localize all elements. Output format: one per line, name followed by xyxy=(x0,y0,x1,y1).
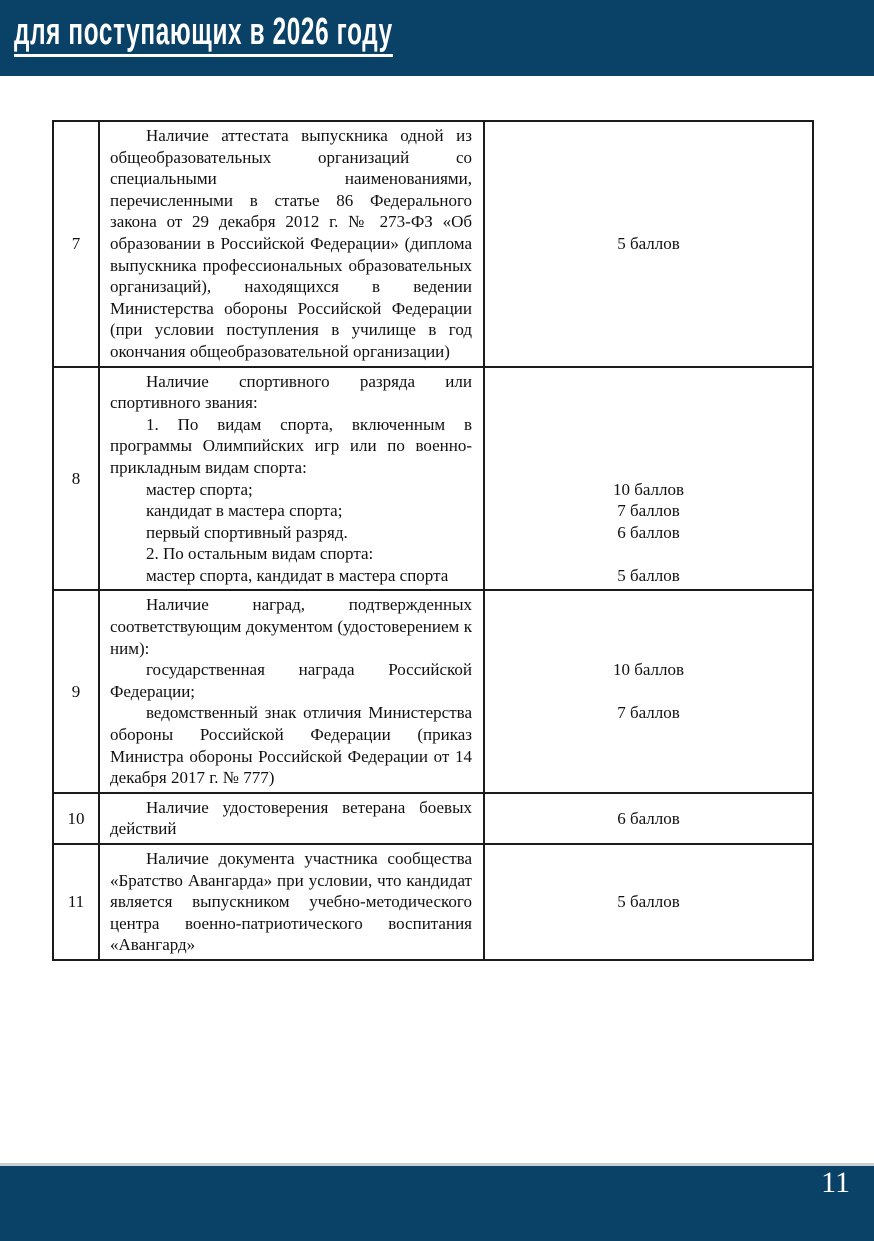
criterion-segment xyxy=(100,702,812,788)
criterion-segment xyxy=(100,125,812,363)
criterion-segment xyxy=(100,500,812,522)
table-row xyxy=(54,845,812,959)
row-content-cell xyxy=(100,845,812,959)
criterion-text: первый спортивный разряд. xyxy=(146,522,348,542)
header-banner xyxy=(0,0,874,76)
row-number: 11 xyxy=(54,845,100,959)
criterion-text: мастер спорта, кандидат в мастера спорта xyxy=(146,565,449,585)
row-content-cell xyxy=(100,122,812,366)
table-row xyxy=(54,122,812,368)
criterion-text: Наличие спортивного разряда или спортивного звания: xyxy=(110,371,472,413)
criterion-text: государственная награда Российской Федерации; xyxy=(110,660,472,701)
row-content-cell xyxy=(100,794,812,843)
points-value: 6 баллов xyxy=(617,808,680,828)
points-value: 5 баллов xyxy=(617,892,680,912)
points-value: 10 баллов xyxy=(612,660,685,680)
points-value: 7 баллов xyxy=(617,501,680,521)
criterion-segment xyxy=(100,371,812,414)
table-row xyxy=(54,794,812,845)
table-row xyxy=(54,368,812,592)
points-value: 5 баллов xyxy=(617,233,680,253)
row-number: 9 xyxy=(54,591,100,791)
row-number: 8 xyxy=(54,368,100,590)
criterion-segment xyxy=(100,565,812,587)
criterion-segment xyxy=(100,414,812,479)
criterion-segment xyxy=(100,594,812,659)
criterion-segment xyxy=(100,479,812,501)
criterion-segment xyxy=(100,543,812,565)
points-value: 6 баллов xyxy=(617,522,680,542)
criterion-segment xyxy=(100,659,812,702)
criterion-text: Наличие наград, подтвержденных соответствующим документом (удостоверением к ним): xyxy=(110,595,472,658)
criterion-text: кандидат в мастера спорта; xyxy=(146,501,343,521)
criterion-segment xyxy=(100,848,812,956)
page-number: 11 xyxy=(821,1166,850,1199)
row-content-cell xyxy=(100,368,812,590)
criterion-text: мастер спорта; xyxy=(146,479,253,499)
criterion-text: 2. По остальным видам спорта: xyxy=(146,544,374,564)
points-value: 10 баллов xyxy=(612,479,685,499)
points-value: 7 баллов xyxy=(617,703,680,723)
criterion-text: Наличие удостоверения ветерана боевых действий xyxy=(110,797,472,839)
points-table xyxy=(52,120,814,961)
table-row xyxy=(54,591,812,793)
row-number: 10 xyxy=(54,794,100,843)
criterion-text: ведомственный знак отличия Министерства обороны Российской Федерации (приказ Министра обороны Российской Федерации от 14 декабря 2017 г. № 777) xyxy=(110,703,472,788)
criterion-segment xyxy=(100,797,812,840)
criterion-text: 1. По видам спорта, включенным в программы Олимпийских игр или по военно-прикладным видам спорта: xyxy=(110,414,472,477)
points-value: 5 баллов xyxy=(617,565,680,585)
criterion-segment xyxy=(100,522,812,544)
criterion-text: Наличие документа участника сообщества «Братство Авангарда» при условии, что кандидат является выпускником учебно-методического центра военно-патриотического воспитания «Авангард» xyxy=(110,849,472,955)
row-number: 7 xyxy=(54,122,100,366)
row-content-cell xyxy=(100,591,812,791)
criterion-text: Наличие аттестата выпускника одной из общеобразовательных организаций со специальными наименованиями, перечисленными в статье 86 Федерального закона от 29 декабря 2012 г. № 273-ФЗ «Об образовании в Российской Федерации» (диплома выпускника профессиональных образовательных организаций), находящихся в ведении Министерства обороны Российской Федерации (при условии поступления в училище в год окончания общеобразовательной организации) xyxy=(110,126,472,361)
footer-banner xyxy=(0,1163,874,1241)
page-title: для поступающих в 2026 году xyxy=(14,13,393,57)
